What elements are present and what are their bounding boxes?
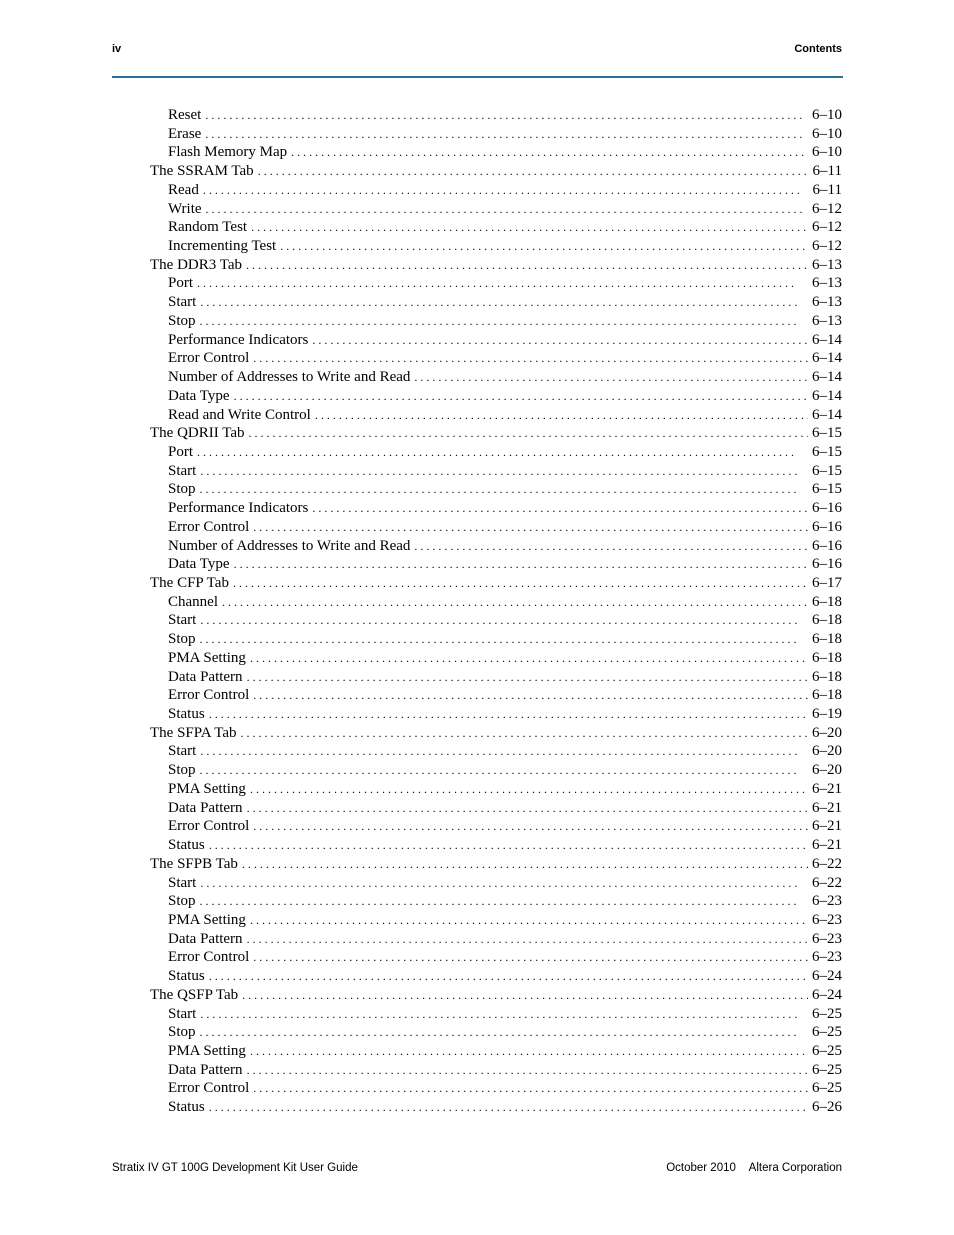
toc-entry[interactable] (168, 313, 842, 332)
dot-leader (246, 258, 808, 273)
toc-entry-page: 6–11 (812, 181, 842, 198)
toc-entry-title: Stop (168, 312, 196, 329)
dot-leader (209, 1100, 808, 1115)
toc-entry-page: 6–15 (812, 462, 842, 479)
toc-entry-page: 6–17 (812, 575, 842, 591)
toc-entry-page: 6–18 (812, 687, 842, 704)
dot-leader (200, 464, 808, 479)
dot-leader (247, 932, 808, 947)
toc-entry-page: 6–21 (812, 818, 842, 835)
toc-entry-title: Error Control (168, 818, 250, 835)
toc-entry-title: PMA Setting (168, 1043, 246, 1059)
toc-entry-title: The QSFP Tab (150, 986, 239, 1003)
toc-entry[interactable] (168, 144, 842, 163)
toc-entry-title: Port (168, 443, 194, 460)
dot-leader (200, 763, 808, 778)
toc-entry-page: 6–19 (812, 706, 842, 723)
toc-entry-page: 6–14 (812, 369, 842, 386)
toc-entry[interactable] (168, 912, 842, 931)
dot-leader (251, 220, 808, 235)
dot-leader (291, 145, 808, 160)
toc-entry-title: PMA Setting (168, 649, 246, 666)
dot-leader (200, 894, 808, 909)
toc-entry-page: 6–14 (812, 331, 842, 348)
dot-leader (250, 782, 808, 797)
dot-leader (209, 838, 808, 853)
dot-leader (253, 688, 808, 703)
toc-entry-page: 6–20 (812, 762, 842, 779)
toc-entry[interactable] (168, 931, 842, 950)
dot-leader (253, 819, 808, 834)
toc-entry[interactable] (168, 107, 842, 126)
toc-entry[interactable] (168, 893, 842, 912)
toc-entry[interactable] (150, 987, 842, 1006)
toc-entry-title: Random Test (168, 219, 248, 236)
toc-entry[interactable] (168, 519, 842, 538)
dot-leader (200, 1007, 808, 1022)
toc-entry[interactable] (168, 294, 842, 313)
dot-leader (200, 632, 808, 647)
dot-leader (247, 801, 808, 816)
toc-entry-title: Data Type (168, 387, 230, 404)
toc-entry[interactable] (168, 800, 842, 819)
toc-entry-title: Status (168, 968, 205, 985)
toc-entry-page: 6–12 (812, 238, 842, 255)
toc-entry-page: 6–25 (812, 1080, 842, 1097)
dot-leader (315, 408, 808, 423)
toc-entry-page: 6–26 (812, 1099, 842, 1116)
toc-entry-title: Start (168, 743, 197, 760)
dot-leader (253, 950, 808, 965)
toc-entry-title: Error Control (168, 687, 250, 704)
toc-entry[interactable] (168, 968, 842, 987)
toc-entry-title: The SSRAM Tab (150, 163, 254, 180)
toc-entry[interactable] (168, 743, 842, 762)
dot-leader (209, 707, 808, 722)
dot-leader (280, 239, 808, 254)
toc-entry-title: Status (168, 1099, 205, 1116)
toc-entry[interactable] (150, 856, 842, 875)
dot-leader (233, 576, 808, 591)
toc-entry-page: 6–20 (812, 724, 842, 741)
toc-entry-title: Status (168, 706, 205, 723)
toc-entry-page: 6–25 (812, 1061, 842, 1078)
toc-entry-page: 6–14 (812, 387, 842, 404)
toc-entry-page: 6–22 (812, 855, 842, 872)
toc-entry-page: 6–11 (812, 163, 842, 180)
toc-entry-title: PMA Setting (168, 911, 246, 928)
toc-entry-title: Performance Indicators (168, 331, 309, 348)
toc-entry[interactable] (168, 201, 842, 220)
toc-entry-title: Write (168, 200, 202, 217)
dot-leader (253, 351, 808, 366)
toc-entry-page: 6–18 (812, 668, 842, 685)
toc-entry-title: Start (168, 462, 197, 479)
toc-entry-page: 6–23 (812, 949, 842, 966)
toc-entry-title: Flash Memory Map (168, 144, 288, 161)
toc-entry[interactable] (168, 481, 842, 500)
header-rule (112, 76, 843, 78)
toc-entry[interactable] (168, 612, 842, 631)
dot-leader (200, 1025, 808, 1040)
toc-entry[interactable] (168, 781, 842, 800)
toc-entry[interactable] (168, 444, 842, 463)
toc-entry-page: 6–14 (812, 406, 842, 423)
toc-entry[interactable] (168, 875, 842, 894)
toc-entry-page: 6–16 (812, 518, 842, 535)
toc-entry-title: Start (168, 294, 197, 311)
toc-entry[interactable] (168, 556, 842, 575)
dot-leader (200, 613, 808, 628)
dot-leader (242, 988, 808, 1003)
toc-entry-title: Status (168, 837, 205, 854)
toc-entry-title: Incrementing Test (168, 238, 277, 255)
dot-leader (200, 482, 808, 497)
toc-entry[interactable] (168, 1006, 842, 1025)
dot-leader (197, 445, 808, 460)
toc-entry-title: Error Control (168, 1080, 250, 1097)
toc-entry-page: 6–18 (812, 593, 842, 610)
toc-entry-title: The QDRII Tab (150, 425, 245, 442)
toc-entry-title: Data Pattern (168, 668, 243, 685)
dot-leader (222, 595, 808, 610)
dot-leader (247, 1063, 808, 1078)
toc-entry-title: Start (168, 874, 197, 891)
toc-entry[interactable] (168, 407, 842, 426)
toc-entry[interactable] (168, 1062, 842, 1081)
toc-entry-page: 6–20 (812, 743, 842, 760)
dot-leader (312, 333, 808, 348)
dot-leader (205, 108, 808, 123)
dot-leader (234, 557, 808, 572)
toc-entry[interactable] (168, 631, 842, 650)
toc-entry-title: The SFPA Tab (150, 724, 237, 741)
toc-entry[interactable] (150, 575, 842, 594)
toc-entry-title: Read and Write Control (168, 406, 311, 423)
toc-entry[interactable] (150, 163, 842, 182)
toc-entry-title: Data Pattern (168, 930, 243, 947)
dot-leader (414, 539, 808, 554)
dot-leader (253, 520, 808, 535)
toc-entry[interactable] (168, 500, 842, 519)
toc-entry[interactable] (168, 650, 842, 669)
toc-entry-page: 6–16 (812, 537, 842, 554)
toc-entry[interactable] (150, 425, 842, 444)
toc-entry-page: 6–23 (812, 930, 842, 947)
footer-publisher: Altera Corporation (748, 1162, 842, 1174)
toc-entry-page: 6–21 (812, 799, 842, 816)
toc-entry[interactable] (150, 725, 842, 744)
dot-leader (312, 501, 808, 516)
toc-entry-title: The SFPB Tab (150, 855, 238, 872)
toc-entry[interactable] (168, 463, 842, 482)
footer-document-title: Stratix IV GT 100G Development Kit User Guide (112, 1162, 358, 1174)
toc-entry-page: 6–12 (812, 219, 842, 236)
toc-entry[interactable] (168, 332, 842, 351)
toc-entry-page: 6–13 (812, 275, 842, 292)
toc-entry[interactable] (168, 538, 842, 557)
dot-leader (258, 164, 809, 179)
toc-entry-title: Port (168, 275, 194, 292)
toc-entry[interactable] (168, 1043, 842, 1062)
toc-entry-page: 6–13 (812, 294, 842, 311)
section-title: Contents (794, 43, 842, 55)
toc-entry-page: 6–15 (812, 425, 842, 442)
toc-entry[interactable] (168, 687, 842, 706)
toc-entry-page: 6–13 (812, 256, 842, 273)
toc-entry-title: Performance Indicators (168, 500, 309, 517)
dot-leader (248, 426, 808, 441)
toc-entry-title: Read (168, 181, 199, 198)
dot-leader (250, 913, 808, 928)
toc-entry-title: Data Pattern (168, 799, 243, 816)
toc-entry-title: Error Control (168, 518, 250, 535)
dot-leader (203, 183, 809, 198)
toc-entry[interactable] (168, 837, 842, 856)
toc-entry[interactable] (168, 369, 842, 388)
footer-date-publisher (666, 1162, 842, 1174)
toc-entry-page: 6–24 (812, 986, 842, 1003)
toc-entry[interactable] (168, 706, 842, 725)
dot-leader (414, 370, 808, 385)
toc-entry[interactable] (168, 949, 842, 968)
toc-entry-page: 6–18 (812, 649, 842, 666)
toc-entry-page: 6–24 (812, 968, 842, 985)
dot-leader (197, 276, 808, 291)
toc-entry[interactable] (168, 219, 842, 238)
toc-entry-title: Number of Addresses to Write and Read (168, 369, 411, 386)
toc-entry-page: 6–23 (812, 911, 842, 928)
toc-entry[interactable] (168, 669, 842, 688)
dot-leader (200, 744, 808, 759)
toc-entry-page: 6–13 (812, 312, 842, 329)
toc-entry-page: 6–10 (812, 144, 842, 161)
toc-entry-title: Start (168, 612, 197, 629)
toc-entry-title: The CFP Tab (150, 575, 229, 591)
toc-entry-title: Number of Addresses to Write and Read (168, 537, 411, 554)
dot-leader (206, 202, 808, 217)
toc-entry-page: 6–15 (812, 481, 842, 498)
toc-entry-title: Data Type (168, 556, 230, 573)
dot-leader (200, 876, 808, 891)
toc-entry[interactable] (168, 1099, 842, 1118)
toc-entry-title: The DDR3 Tab (150, 256, 242, 273)
toc-entry[interactable] (168, 1080, 842, 1099)
toc-entry[interactable] (150, 257, 842, 276)
toc-entry[interactable] (168, 126, 842, 145)
toc-entry[interactable] (168, 388, 842, 407)
toc-entry-page: 6–22 (812, 874, 842, 891)
toc-entry-title: Erase (168, 125, 202, 142)
toc-entry-page: 6–25 (812, 1024, 842, 1041)
toc-entry-page: 6–18 (812, 631, 842, 648)
dot-leader (253, 1081, 808, 1096)
toc-entry-title: Start (168, 1005, 197, 1022)
dot-leader (247, 670, 808, 685)
toc-entry-page: 6–21 (812, 780, 842, 797)
toc-entry-page: 6–16 (812, 556, 842, 573)
toc-entry-page: 6–10 (812, 107, 842, 123)
toc-entry-page: 6–10 (812, 125, 842, 142)
toc-entry-title: PMA Setting (168, 780, 246, 797)
dot-leader (250, 1044, 808, 1059)
toc-entry[interactable] (168, 1024, 842, 1043)
toc-entry-title: Stop (168, 1024, 196, 1041)
toc-entry-title: Stop (168, 481, 196, 498)
toc-entry[interactable] (168, 238, 842, 257)
dot-leader (234, 389, 808, 404)
dot-leader (200, 295, 808, 310)
toc-entry-page: 6–25 (812, 1005, 842, 1022)
toc-entry-title: Data Pattern (168, 1061, 243, 1078)
toc-entry[interactable] (168, 350, 842, 369)
toc-entry-title: Stop (168, 762, 196, 779)
toc-entry-title: Stop (168, 893, 196, 910)
toc-entry-title: Error Control (168, 350, 250, 367)
dot-leader (209, 969, 808, 984)
toc-entry-page: 6–12 (812, 200, 842, 217)
dot-leader (250, 651, 808, 666)
dot-leader (242, 857, 808, 872)
toc-entry-page: 6–15 (812, 443, 842, 460)
toc-entry-page: 6–23 (812, 893, 842, 910)
toc-entry[interactable] (168, 818, 842, 837)
toc-entry-page: 6–14 (812, 350, 842, 367)
toc-entry-title: Channel (168, 593, 218, 610)
toc-entry-page: 6–21 (812, 837, 842, 854)
toc-entry-page: 6–16 (812, 500, 842, 517)
page-number: iv (112, 43, 122, 55)
dot-leader (200, 314, 808, 329)
toc-entry[interactable] (168, 275, 842, 294)
toc-entry-title: Error Control (168, 949, 250, 966)
dot-leader (205, 127, 808, 142)
toc-entry[interactable] (168, 762, 842, 781)
toc-entry-title: Reset (168, 107, 202, 123)
toc-entry-page: 6–18 (812, 612, 842, 629)
toc-entry[interactable] (168, 182, 842, 201)
toc-entry-title: Stop (168, 631, 196, 648)
footer-date: October 2010 (666, 1162, 736, 1174)
toc-entry-page: 6–25 (812, 1043, 842, 1059)
toc-entry[interactable] (168, 594, 842, 613)
dot-leader (240, 726, 808, 741)
